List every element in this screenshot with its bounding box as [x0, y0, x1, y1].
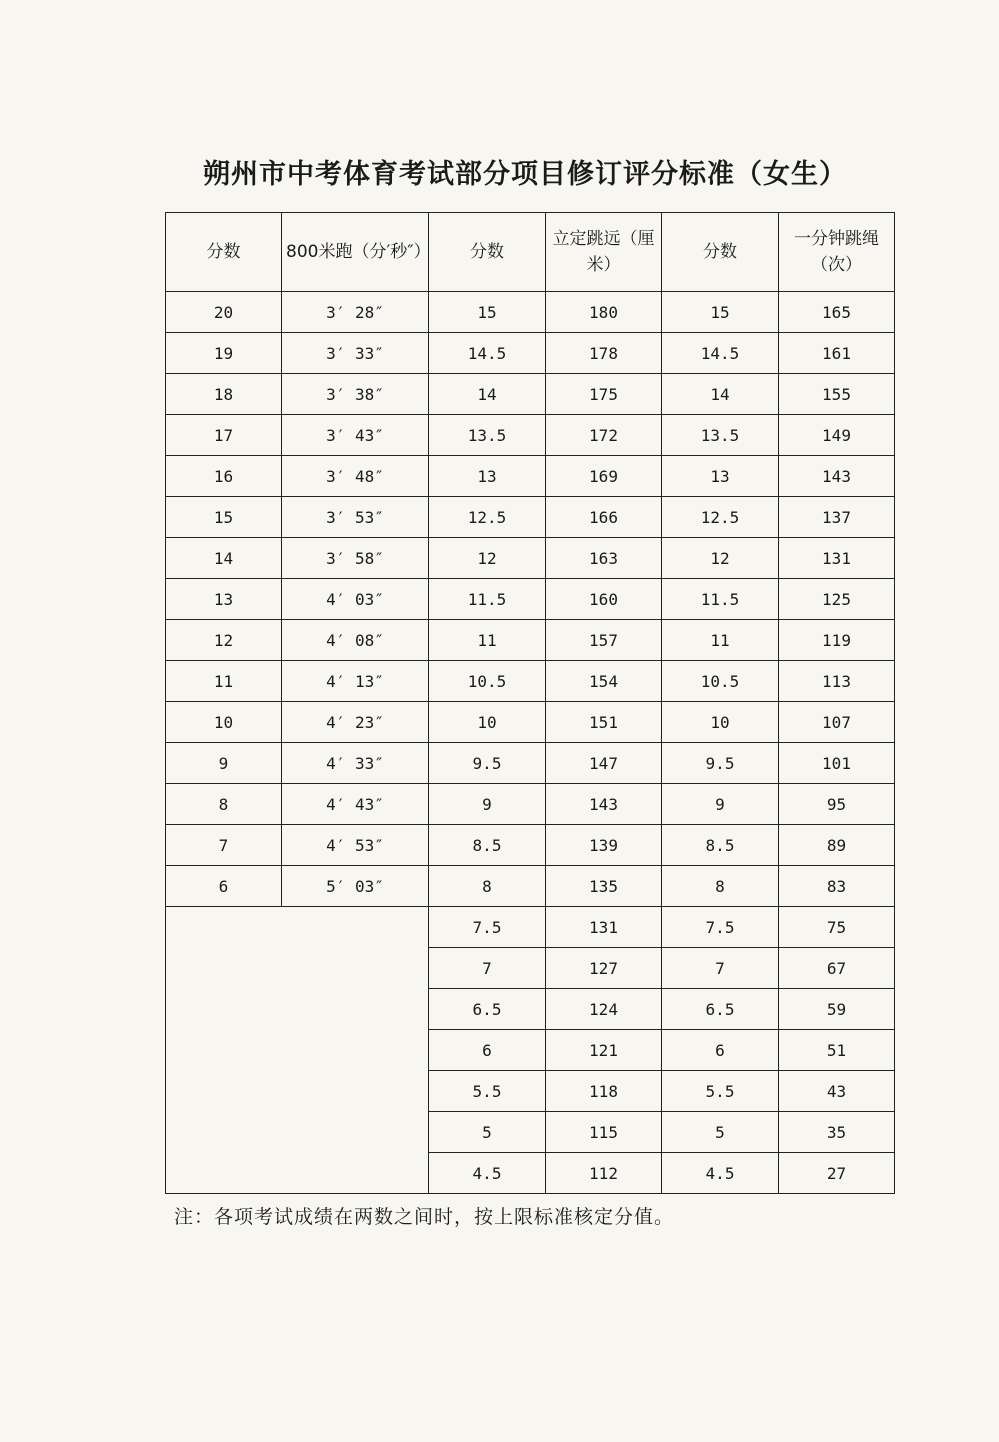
cell-run-time: 3′ 58″ — [282, 538, 429, 579]
cell-run-score: 13 — [166, 579, 282, 620]
cell-rope-score: 5 — [662, 1112, 779, 1153]
cell-long-jump-cm: 118 — [546, 1071, 662, 1112]
cell-rope-score: 9 — [662, 784, 779, 825]
cell-run-score: 20 — [166, 292, 282, 333]
header-jump-rope: 一分钟跳绳（次） — [779, 213, 895, 292]
table-row — [166, 333, 895, 374]
cell-long-jump-cm: 180 — [546, 292, 662, 333]
cell-rope-count: 83 — [779, 866, 895, 907]
cell-rope-count: 107 — [779, 702, 895, 743]
cell-rope-score: 8.5 — [662, 825, 779, 866]
cell-long-jump-cm: 127 — [546, 948, 662, 989]
cell-rope-score: 7 — [662, 948, 779, 989]
cell-rope-count: 155 — [779, 374, 895, 415]
cell-jump-score: 15 — [429, 292, 546, 333]
cell-long-jump-cm: 166 — [546, 497, 662, 538]
cell-jump-score: 12.5 — [429, 497, 546, 538]
table-row — [166, 497, 895, 538]
cell-rope-score: 10.5 — [662, 661, 779, 702]
cell-run-time: 3′ 28″ — [282, 292, 429, 333]
cell-run-time: 5′ 03″ — [282, 866, 429, 907]
cell-run-time: 4′ 03″ — [282, 579, 429, 620]
cell-run-time: 3′ 53″ — [282, 497, 429, 538]
table-row — [166, 579, 895, 620]
table-row — [166, 661, 895, 702]
cell-rope-count: 165 — [779, 292, 895, 333]
cell-long-jump-cm: 124 — [546, 989, 662, 1030]
cell-run-score: 12 — [166, 620, 282, 661]
cell-jump-score: 13 — [429, 456, 546, 497]
cell-jump-score: 11 — [429, 620, 546, 661]
cell-rope-score: 12.5 — [662, 497, 779, 538]
cell-rope-score: 4.5 — [662, 1153, 779, 1194]
table-row — [166, 907, 895, 948]
header-800m-run: 800米跑（分′秒″） — [282, 213, 429, 292]
cell-rope-count: 67 — [779, 948, 895, 989]
cell-rope-count: 43 — [779, 1071, 895, 1112]
cell-rope-count: 101 — [779, 743, 895, 784]
cell-rope-score: 5.5 — [662, 1071, 779, 1112]
cell-rope-count: 143 — [779, 456, 895, 497]
cell-jump-score: 12 — [429, 538, 546, 579]
table-row — [166, 292, 895, 333]
cell-rope-count: 89 — [779, 825, 895, 866]
cell-run-time: 4′ 08″ — [282, 620, 429, 661]
cell-jump-score: 9 — [429, 784, 546, 825]
cell-long-jump-cm: 151 — [546, 702, 662, 743]
cell-long-jump-cm: 157 — [546, 620, 662, 661]
cell-long-jump-cm: 143 — [546, 784, 662, 825]
cell-rope-score: 6.5 — [662, 989, 779, 1030]
cell-rope-score: 15 — [662, 292, 779, 333]
cell-long-jump-cm: 169 — [546, 456, 662, 497]
cell-jump-score: 7.5 — [429, 907, 546, 948]
cell-jump-score: 4.5 — [429, 1153, 546, 1194]
cell-rope-score: 7.5 — [662, 907, 779, 948]
header-score-jump: 分数 — [429, 213, 546, 292]
cell-long-jump-cm: 172 — [546, 415, 662, 456]
cell-rope-score: 13 — [662, 456, 779, 497]
cell-long-jump-cm: 112 — [546, 1153, 662, 1194]
cell-run-score: 6 — [166, 866, 282, 907]
cell-jump-score: 8 — [429, 866, 546, 907]
cell-run-score: 14 — [166, 538, 282, 579]
cell-jump-score: 13.5 — [429, 415, 546, 456]
cell-jump-score: 10 — [429, 702, 546, 743]
cell-jump-score: 9.5 — [429, 743, 546, 784]
cell-long-jump-cm: 115 — [546, 1112, 662, 1153]
cell-long-jump-cm: 139 — [546, 825, 662, 866]
cell-rope-count: 131 — [779, 538, 895, 579]
cell-run-score: 10 — [166, 702, 282, 743]
cell-rope-score: 11 — [662, 620, 779, 661]
cell-rope-count: 137 — [779, 497, 895, 538]
table-row — [166, 702, 895, 743]
cell-rope-count: 51 — [779, 1030, 895, 1071]
table-row — [166, 374, 895, 415]
cell-run-time: 3′ 48″ — [282, 456, 429, 497]
table-row — [166, 538, 895, 579]
cell-jump-score: 5 — [429, 1112, 546, 1153]
cell-jump-score: 14 — [429, 374, 546, 415]
cell-rope-count: 35 — [779, 1112, 895, 1153]
table-row — [166, 784, 895, 825]
cell-jump-score: 10.5 — [429, 661, 546, 702]
cell-long-jump-cm: 178 — [546, 333, 662, 374]
cell-jump-score: 14.5 — [429, 333, 546, 374]
cell-jump-score: 6.5 — [429, 989, 546, 1030]
table-row — [166, 620, 895, 661]
cell-run-score: 15 — [166, 497, 282, 538]
header-score-run: 分数 — [166, 213, 282, 292]
cell-long-jump-cm: 163 — [546, 538, 662, 579]
cell-long-jump-cm: 160 — [546, 579, 662, 620]
cell-jump-score: 6 — [429, 1030, 546, 1071]
cell-rope-score: 13.5 — [662, 415, 779, 456]
cell-run-time: 3′ 38″ — [282, 374, 429, 415]
cell-rope-score: 12 — [662, 538, 779, 579]
cell-run-score: 7 — [166, 825, 282, 866]
cell-long-jump-cm: 154 — [546, 661, 662, 702]
cell-rope-score: 6 — [662, 1030, 779, 1071]
cell-long-jump-cm: 175 — [546, 374, 662, 415]
header-score-rope: 分数 — [662, 213, 779, 292]
document-title: 朔州市中考体育考试部分项目修订评分标准（女生） — [203, 159, 847, 190]
cell-rope-score: 9.5 — [662, 743, 779, 784]
cell-rope-count: 59 — [779, 989, 895, 1030]
cell-run-time: 3′ 33″ — [282, 333, 429, 374]
cell-jump-score: 7 — [429, 948, 546, 989]
cell-run-time: 3′ 43″ — [282, 415, 429, 456]
table-row — [166, 825, 895, 866]
cell-run-score: 17 — [166, 415, 282, 456]
cell-rope-count: 113 — [779, 661, 895, 702]
cell-run-score: 11 — [166, 661, 282, 702]
cell-rope-count: 95 — [779, 784, 895, 825]
footnote: 注：各项考试成绩在两数之间时，按上限标准核定分值。 — [174, 1206, 675, 1228]
cell-run-time: 4′ 53″ — [282, 825, 429, 866]
table-row — [166, 743, 895, 784]
cell-run-score: 16 — [166, 456, 282, 497]
cell-rope-score: 8 — [662, 866, 779, 907]
header-standing-long-jump: 立定跳远（厘米） — [546, 213, 662, 292]
table-row — [166, 866, 895, 907]
cell-jump-score: 5.5 — [429, 1071, 546, 1112]
cell-jump-score: 8.5 — [429, 825, 546, 866]
cell-run-time: 4′ 13″ — [282, 661, 429, 702]
cell-rope-count: 75 — [779, 907, 895, 948]
cell-rope-count: 27 — [779, 1153, 895, 1194]
cell-long-jump-cm: 121 — [546, 1030, 662, 1071]
cell-rope-count: 125 — [779, 579, 895, 620]
cell-rope-count: 119 — [779, 620, 895, 661]
cell-rope-count: 161 — [779, 333, 895, 374]
cell-rope-score: 14.5 — [662, 333, 779, 374]
cell-long-jump-cm: 135 — [546, 866, 662, 907]
cell-rope-score: 11.5 — [662, 579, 779, 620]
cell-run-time: 4′ 43″ — [282, 784, 429, 825]
cell-run-time: 4′ 23″ — [282, 702, 429, 743]
cell-run-score: 19 — [166, 333, 282, 374]
empty-cell-block — [166, 907, 429, 1194]
cell-long-jump-cm: 147 — [546, 743, 662, 784]
cell-run-time: 4′ 33″ — [282, 743, 429, 784]
table-row — [166, 456, 895, 497]
cell-jump-score: 11.5 — [429, 579, 546, 620]
cell-rope-count: 149 — [779, 415, 895, 456]
table-header-row — [166, 213, 895, 292]
cell-long-jump-cm: 131 — [546, 907, 662, 948]
cell-rope-score: 10 — [662, 702, 779, 743]
cell-run-score: 18 — [166, 374, 282, 415]
table-row — [166, 415, 895, 456]
cell-run-score: 8 — [166, 784, 282, 825]
scoring-table — [165, 212, 895, 1194]
cell-run-score: 9 — [166, 743, 282, 784]
cell-rope-score: 14 — [662, 374, 779, 415]
